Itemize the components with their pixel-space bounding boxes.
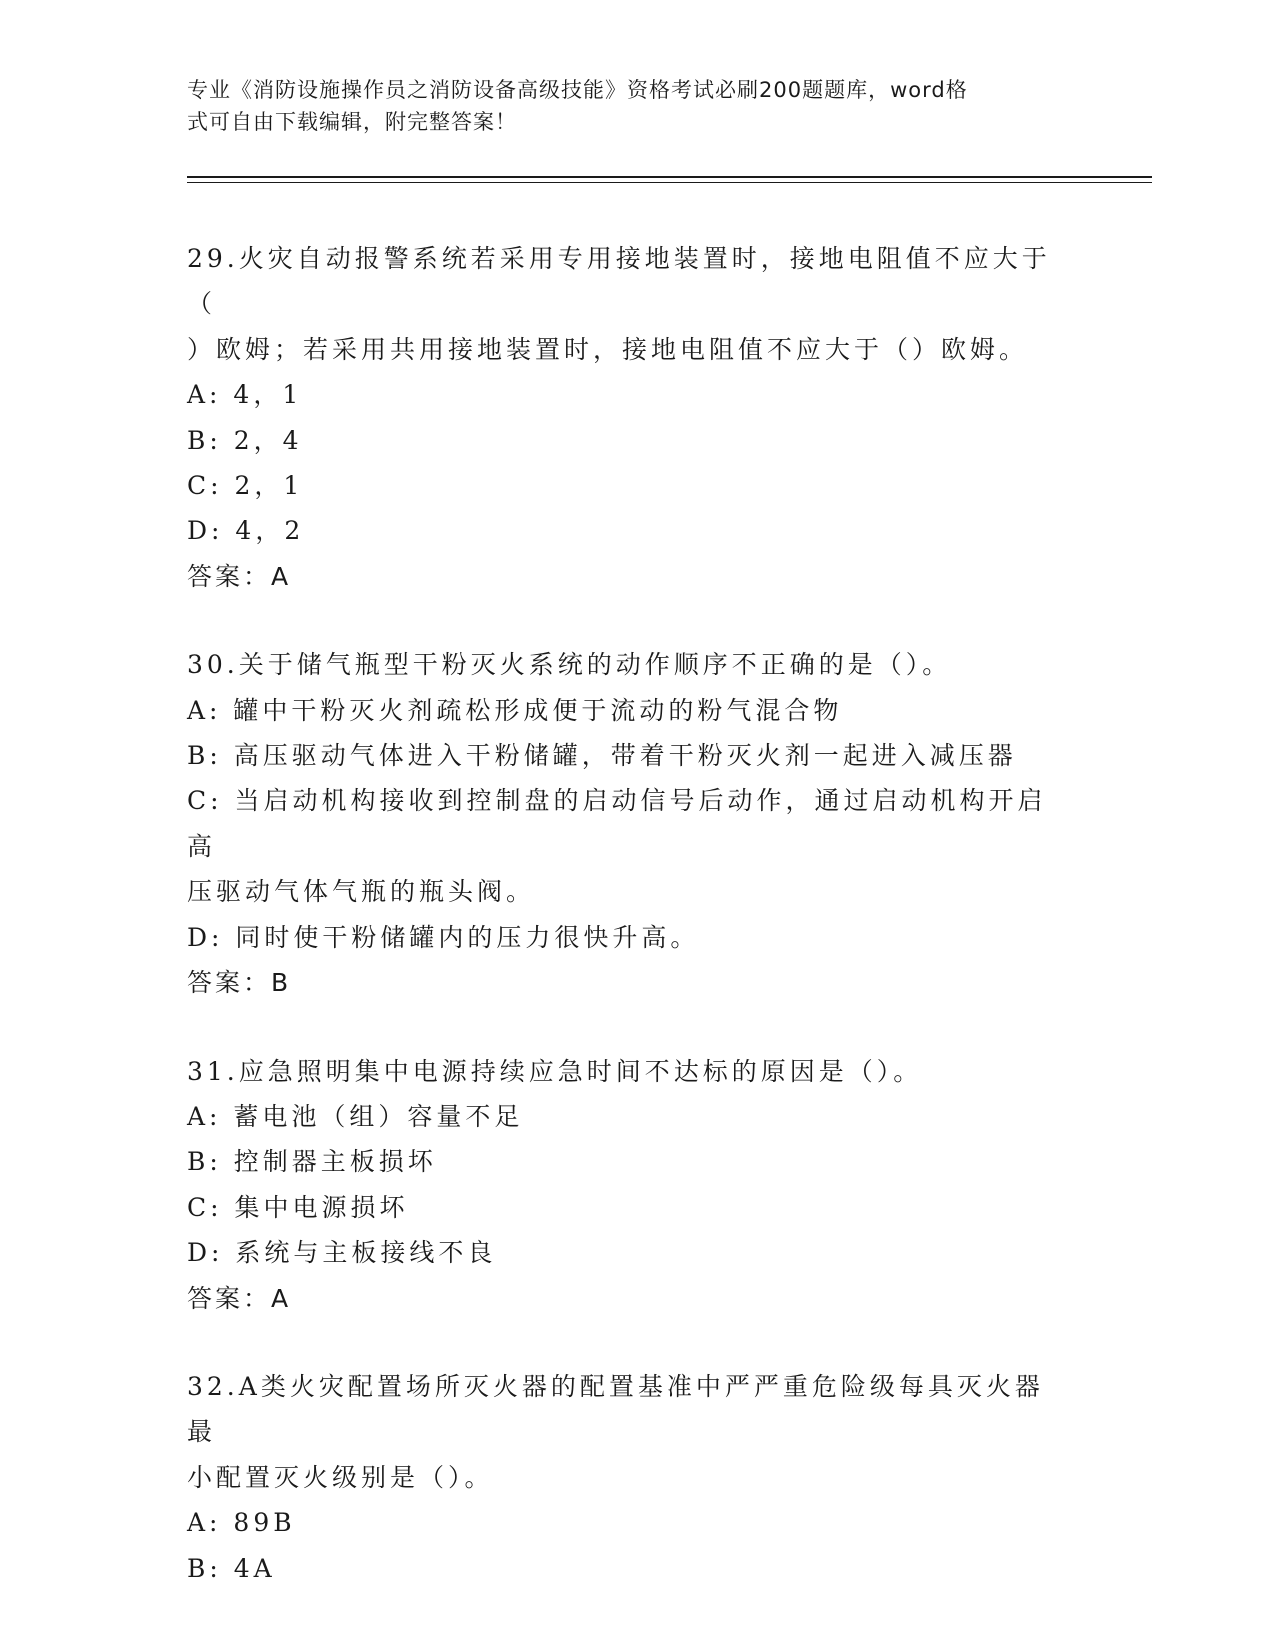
option-c: C: 集中电源损坏 xyxy=(187,1192,409,1222)
question-stem: 29.火灾自动报警系统若采用专用接地装置时，接地电阻值不应大于（ xyxy=(187,244,1051,319)
header-divider-thick xyxy=(187,176,1152,178)
answer-text: 答案：A xyxy=(187,561,292,591)
question-30 xyxy=(187,642,1067,1005)
answer-text: 答案：A xyxy=(187,1283,292,1313)
option-b: B: 控制器主板损坏 xyxy=(187,1147,437,1177)
question-stem: 31.应急照明集中电源持续应急时间不达标的原因是（）。 xyxy=(187,1056,923,1086)
option-c: C: 当启动机构接收到控制盘的启动信号后动作，通过启动机构开启高 xyxy=(187,786,1047,861)
question-stem: 30.关于储气瓶型干粉灭火系统的动作顺序不正确的是（）。 xyxy=(187,650,952,680)
question-32 xyxy=(187,1364,1067,1591)
question-31 xyxy=(187,1049,1067,1321)
option-b: B: 2，4 xyxy=(187,425,303,455)
option-a: A: 89B xyxy=(187,1508,296,1538)
option-c-continued: 压驱动气体气瓶的瓶头阀。 xyxy=(187,877,536,907)
option-a: A: 4，1 xyxy=(187,380,303,410)
option-c: C: 2，1 xyxy=(187,471,304,501)
header-line-1: 专业《消防设施操作员之消防设备高级技能》资格考试必刷200题题库，word格 xyxy=(187,78,968,102)
document-header xyxy=(187,74,1067,138)
question-stem: 小配置灭火级别是（）。 xyxy=(187,1462,494,1492)
header-line-2: 式可自由下载编辑，附完整答案！ xyxy=(187,110,517,134)
header-divider-thin xyxy=(187,182,1152,183)
answer-text: 答案：B xyxy=(187,968,292,998)
option-b: B: 高压驱动气体进入干粉储罐，带着干粉灭火剂一起进入减压器 xyxy=(187,741,1017,771)
option-a: A: 罐中干粉灭火剂疏松形成便于流动的粉气混合物 xyxy=(187,695,843,725)
option-a: A: 蓄电池（组）容量不足 xyxy=(187,1101,524,1131)
option-d: D: 同时使干粉储罐内的压力很快升高。 xyxy=(187,922,700,952)
question-stem: 32.A类火灾配置场所灭火器的配置基准中严严重危险级每具灭火器最 xyxy=(187,1371,1044,1447)
question-29 xyxy=(187,236,1067,599)
option-d: D: 系统与主板接线不良 xyxy=(187,1238,497,1268)
option-b: B: 4A xyxy=(187,1553,276,1583)
option-d: D: 4，2 xyxy=(187,516,305,546)
question-list xyxy=(187,236,1067,1634)
question-stem: ）欧姆；若采用共用接地装置时，接地电阻值不应大于（）欧姆。 xyxy=(187,334,1029,364)
